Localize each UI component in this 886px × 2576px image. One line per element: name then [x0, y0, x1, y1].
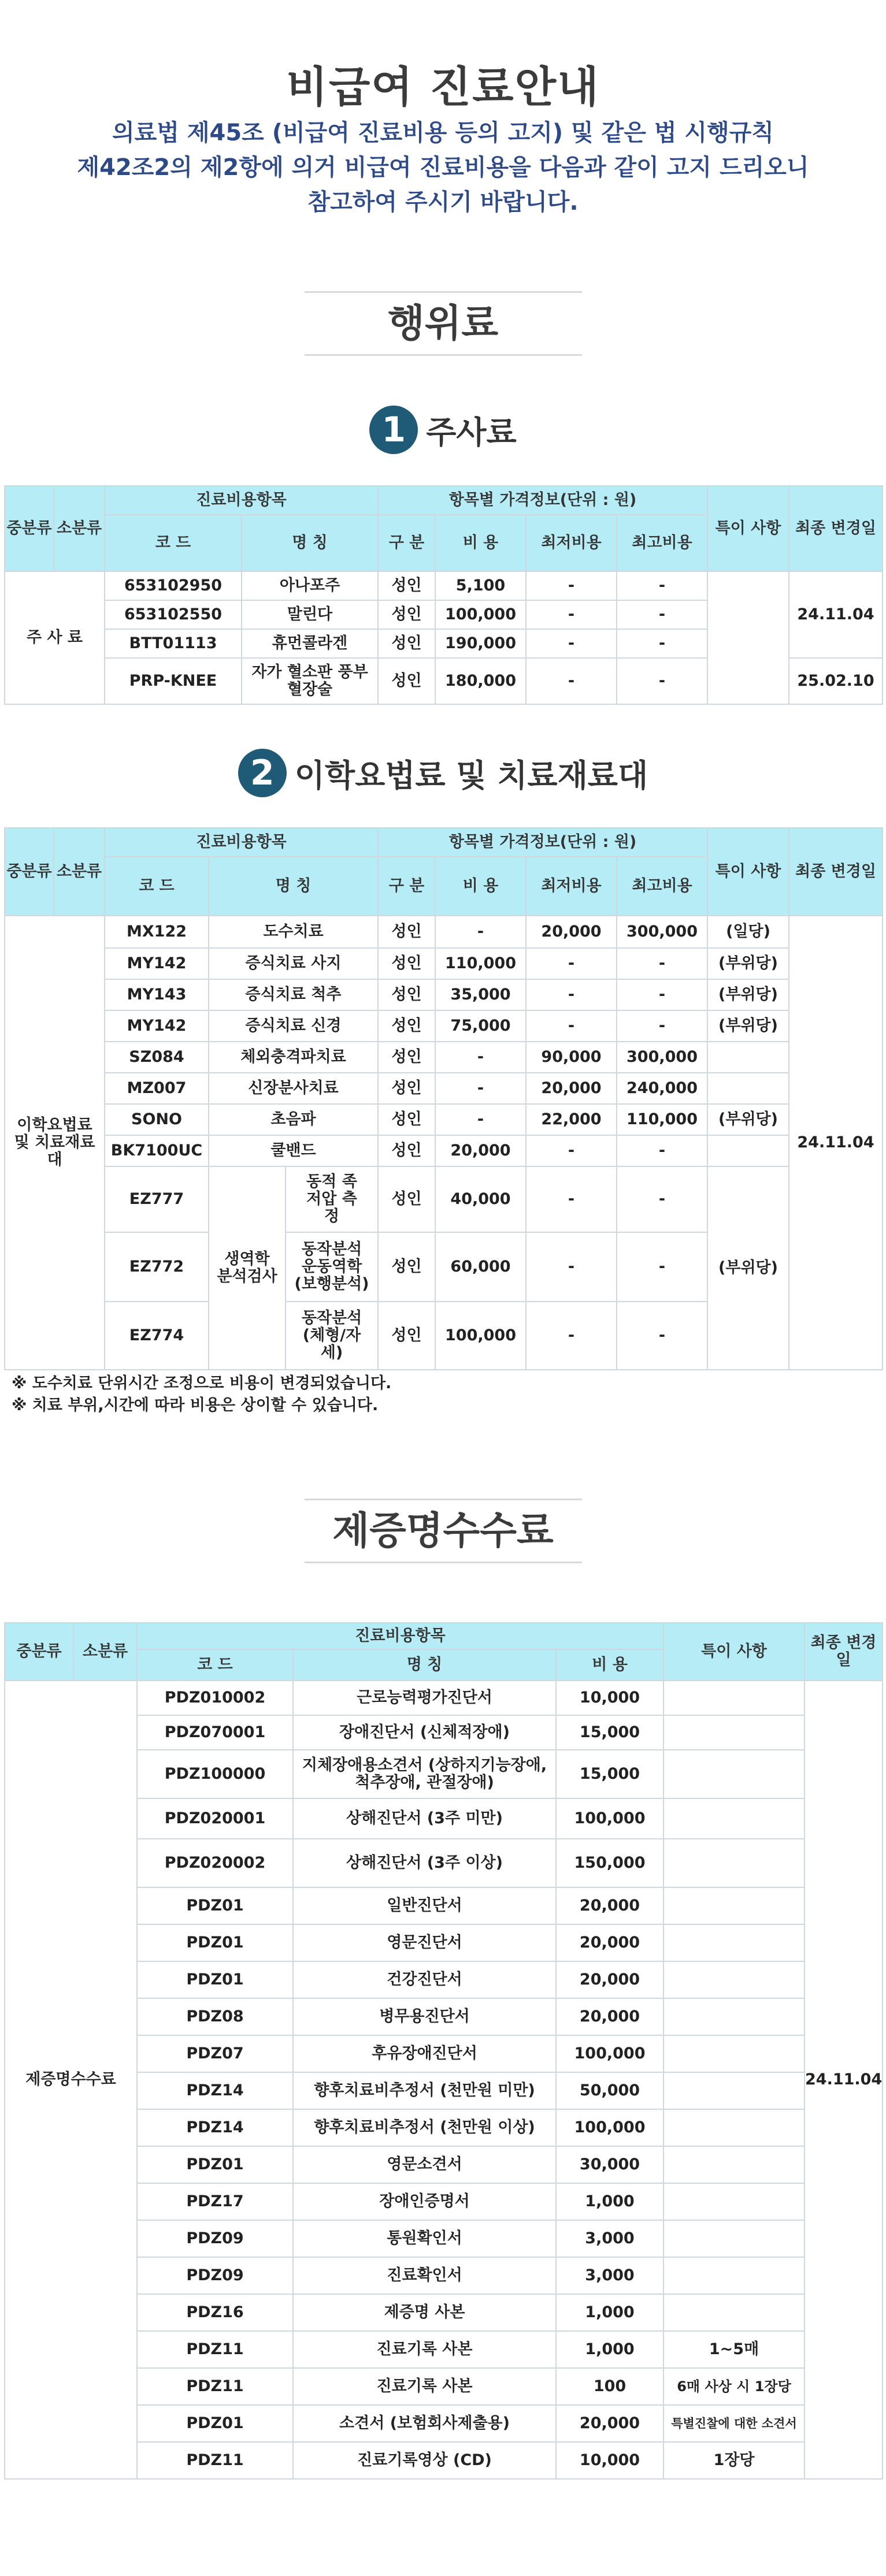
- cost-cell: 40,000: [435, 1166, 526, 1232]
- header-code: 코 드: [105, 515, 242, 571]
- name-cell: 쿨밴드: [209, 1135, 378, 1166]
- note-cell: [663, 2109, 805, 2146]
- max-cell: -: [617, 1135, 707, 1166]
- type-cell: 성인: [378, 1104, 435, 1135]
- cost-cell: 110,000: [435, 948, 526, 979]
- code-cell: PDZ01: [137, 1924, 293, 1961]
- type-cell: 성인: [378, 600, 435, 629]
- code-cell: BTT01113: [105, 629, 242, 658]
- note-cell: [663, 2072, 805, 2109]
- name-cell: 체외충격파치료: [209, 1042, 378, 1073]
- header-type: 구 분: [378, 857, 435, 916]
- note-line: ※ 도수치료 단위시간 조정으로 비용이 변경되었습니다.: [12, 1374, 392, 1392]
- header-name: 명 칭: [293, 1649, 556, 1681]
- code-cell: PDZ11: [137, 2331, 293, 2368]
- header-small-category: 소분류: [54, 486, 105, 571]
- name-cell: 자가 혈소판 풍부 혈장술: [242, 658, 378, 704]
- name-cell: 영문진단서: [293, 1924, 556, 1961]
- type-cell: 성인: [378, 1232, 435, 1302]
- header-mid-category: 중분류: [5, 828, 54, 916]
- name-cell: 영문소견서: [293, 2146, 556, 2183]
- header-price-info: 항목별 가격정보(단위 : 원): [378, 486, 707, 515]
- name-cell: 장애인증명서: [293, 2183, 556, 2220]
- cost-cell: 60,000: [435, 1232, 526, 1302]
- name-cell: 증식치료 신경: [209, 1010, 378, 1042]
- certificate-fee-table: [4, 1622, 883, 2480]
- header-items: 진료비용항목: [105, 828, 378, 857]
- updated-cell: 24.11.04: [789, 916, 883, 1370]
- name-cell: 말린다: [242, 600, 378, 629]
- cost-cell: 20,000: [556, 2405, 663, 2442]
- cost-cell: 30,000: [556, 2146, 663, 2183]
- name-cell: 도수치료: [209, 916, 378, 948]
- cost-cell: 35,000: [435, 979, 526, 1010]
- note-cell: (부위당): [707, 948, 789, 979]
- name-cell: 아나포주: [242, 571, 378, 600]
- code-cell: PDZ11: [137, 2368, 293, 2405]
- cost-cell: 100,000: [435, 600, 526, 629]
- note-cell: [707, 1042, 789, 1073]
- name-cell: 동작분석 (체형/자세): [286, 1302, 378, 1370]
- min-cell: -: [526, 629, 617, 658]
- type-cell: 성인: [378, 629, 435, 658]
- name-cell: 진료확인서: [293, 2257, 556, 2294]
- max-cell: -: [617, 979, 707, 1010]
- code-cell: MY143: [105, 979, 209, 1010]
- cost-cell: 20,000: [435, 1135, 526, 1166]
- min-cell: -: [526, 658, 617, 704]
- cost-cell: -: [435, 1104, 526, 1135]
- code-cell: PDZ010002: [137, 1681, 293, 1715]
- type-cell: 성인: [378, 1073, 435, 1104]
- code-cell: PRP-KNEE: [105, 658, 242, 704]
- note-line: ※ 치료 부위,시간에 따라 비용은 상이할 수 있습니다.: [12, 1396, 379, 1414]
- cost-cell: 10,000: [556, 2442, 663, 2479]
- cost-cell: 100: [556, 2368, 663, 2405]
- cost-cell: 180,000: [435, 658, 526, 704]
- header-cost: 비 용: [435, 515, 526, 571]
- name-cell: 병무용진단서: [293, 1998, 556, 2035]
- cost-cell: 15,000: [556, 1750, 663, 1798]
- cost-cell: 3,000: [556, 2257, 663, 2294]
- name-cell: 제증명 사본: [293, 2294, 556, 2331]
- table-row: [5, 1073, 883, 1104]
- max-cell: -: [617, 571, 707, 600]
- note-cell: [663, 1750, 805, 1798]
- table-row: [5, 571, 883, 600]
- header-max: 최고비용: [617, 857, 707, 916]
- header-note: 특이 사항: [663, 1623, 805, 1681]
- note-cell: 1~5매: [663, 2331, 805, 2368]
- cost-cell: 150,000: [556, 1839, 663, 1887]
- type-cell: 성인: [378, 979, 435, 1010]
- table-row: [5, 948, 883, 979]
- type-cell: 성인: [378, 571, 435, 600]
- code-cell: EZ774: [105, 1302, 209, 1370]
- cost-cell: 75,000: [435, 1010, 526, 1042]
- name-cell: 후유장애진단서: [293, 2035, 556, 2072]
- name-cell: 소견서 (보험회사제출용): [293, 2405, 556, 2442]
- notes: [12, 1373, 886, 1417]
- category-cell: 주 사 료: [5, 571, 105, 704]
- min-cell: -: [526, 600, 617, 629]
- note-cell: [663, 1798, 805, 1839]
- note-cell: [707, 1135, 789, 1166]
- name-cell: 증식치료 사지: [209, 948, 378, 979]
- max-cell: 110,000: [617, 1104, 707, 1135]
- note-cell: [663, 1998, 805, 2035]
- header-mid-category: 중분류: [5, 486, 54, 571]
- code-cell: 653102550: [105, 600, 242, 629]
- code-cell: 653102950: [105, 571, 242, 600]
- table-row: [5, 1042, 883, 1073]
- code-cell: MY142: [105, 1010, 209, 1042]
- code-cell: BK7100UC: [105, 1135, 209, 1166]
- updated-cell: 25.02.10: [789, 658, 883, 704]
- cost-cell: 5,100: [435, 571, 526, 600]
- note-cell: [663, 2146, 805, 2183]
- note-cell: [663, 2220, 805, 2257]
- min-cell: 20,000: [526, 1073, 617, 1104]
- cost-cell: 15,000: [556, 1715, 663, 1750]
- header-small-category: 소분류: [73, 1623, 137, 1681]
- code-cell: EZ772: [105, 1232, 209, 1302]
- name-cell: 상해진단서 (3주 이상): [293, 1839, 556, 1887]
- number-two-icon: 2: [238, 749, 287, 797]
- cost-cell: 20,000: [556, 1924, 663, 1961]
- header-type: 구 분: [378, 515, 435, 571]
- name-cell: 동작분석 운동역학 (보행분석): [286, 1232, 378, 1302]
- note-cell: 1장당: [663, 2442, 805, 2479]
- note-cell: 특별진찰에 대한 소견서: [663, 2405, 805, 2442]
- type-cell: 성인: [378, 1302, 435, 1370]
- type-cell: 성인: [378, 1010, 435, 1042]
- note-cell: [663, 1839, 805, 1887]
- header-code: 코 드: [105, 857, 209, 916]
- category-cell: 이학요법료 및 치료재료대: [5, 916, 105, 1370]
- code-cell: PDZ07: [137, 2035, 293, 2072]
- section-title-procedure: 행위료: [305, 291, 582, 356]
- code-cell: PDZ020001: [137, 1798, 293, 1839]
- code-cell: PDZ14: [137, 2072, 293, 2109]
- cost-cell: -: [435, 1042, 526, 1073]
- note-cell: (부위당): [707, 1104, 789, 1135]
- code-cell: PDZ11: [137, 2442, 293, 2479]
- header-updated: 최종 변경일: [789, 828, 883, 916]
- cost-cell: 100,000: [556, 2035, 663, 2072]
- type-cell: 성인: [378, 658, 435, 704]
- name-cell: 통원확인서: [293, 2220, 556, 2257]
- cost-cell: 1,000: [556, 2331, 663, 2368]
- cost-cell: -: [435, 916, 526, 948]
- intro-line: 참고하여 주시기 바랍니다.: [307, 189, 579, 215]
- note-cell: [663, 1715, 805, 1750]
- name-cell: 건강진단서: [293, 1961, 556, 1998]
- code-cell: PDZ14: [137, 2109, 293, 2146]
- bio-group-cell: 생역학 분석검사: [209, 1166, 286, 1370]
- cost-cell: 190,000: [435, 629, 526, 658]
- max-cell: -: [617, 948, 707, 979]
- subsection-physio-title: [0, 743, 886, 803]
- header-note: 특이 사항: [707, 486, 789, 571]
- min-cell: -: [526, 571, 617, 600]
- header-cost: 비 용: [435, 857, 526, 916]
- subsection-label: 주사료: [426, 414, 517, 451]
- header-items: 진료비용항목: [105, 486, 378, 515]
- max-cell: 300,000: [617, 1042, 707, 1073]
- intro-text: [0, 116, 886, 266]
- note-cell: (부위당): [707, 1010, 789, 1042]
- max-cell: -: [617, 1166, 707, 1232]
- note-cell: [707, 1073, 789, 1104]
- injection-fee-table: [4, 485, 883, 705]
- code-cell: PDZ09: [137, 2257, 293, 2294]
- cost-cell: 20,000: [556, 1961, 663, 1998]
- cost-cell: 1,000: [556, 2183, 663, 2220]
- note-cell: (부위당): [707, 1166, 789, 1370]
- header-price-info: 항목별 가격정보(단위 : 원): [378, 828, 707, 857]
- max-cell: -: [617, 658, 707, 704]
- note-cell: [663, 2257, 805, 2294]
- note-cell: 6매 사상 시 1장당: [663, 2368, 805, 2405]
- code-cell: MY142: [105, 948, 209, 979]
- header-cost: 비 용: [556, 1649, 663, 1681]
- subsection-label: 이학요법료 및 치료재료대: [294, 757, 648, 794]
- header-mid-category: 중분류: [5, 1623, 73, 1681]
- name-cell: 진료기록 사본: [293, 2368, 556, 2405]
- name-cell: 동적 족저압 측정: [286, 1166, 378, 1232]
- name-cell: 진료기록 사본: [293, 2331, 556, 2368]
- min-cell: -: [526, 1166, 617, 1232]
- min-cell: 90,000: [526, 1042, 617, 1073]
- type-cell: 성인: [378, 948, 435, 979]
- header-name: 명 칭: [242, 515, 378, 571]
- table-row: [5, 916, 883, 948]
- code-cell: PDZ070001: [137, 1715, 293, 1750]
- code-cell: PDZ020002: [137, 1839, 293, 1887]
- note-cell: [663, 1887, 805, 1924]
- code-cell: SONO: [105, 1104, 209, 1135]
- cost-cell: 10,000: [556, 1681, 663, 1715]
- header-max: 최고비용: [617, 515, 707, 571]
- cost-cell: 100,000: [556, 1798, 663, 1839]
- cost-cell: 1,000: [556, 2294, 663, 2331]
- note-cell: [707, 571, 789, 704]
- note-cell: [663, 1924, 805, 1961]
- section-title-certificate: 제증명수수료: [305, 1499, 582, 1563]
- note-cell: [663, 1961, 805, 1998]
- type-cell: 성인: [378, 1042, 435, 1073]
- updated-cell: 24.11.04: [789, 571, 883, 658]
- cost-cell: 20,000: [556, 1887, 663, 1924]
- code-cell: MZ007: [105, 1073, 209, 1104]
- cost-cell: 3,000: [556, 2220, 663, 2257]
- min-cell: -: [526, 1135, 617, 1166]
- cost-cell: 50,000: [556, 2072, 663, 2109]
- min-cell: -: [526, 1302, 617, 1370]
- updated-cell: 24.11.04: [805, 1681, 883, 2479]
- max-cell: 240,000: [617, 1073, 707, 1104]
- table-row: [5, 1135, 883, 1166]
- page-title: 비급여 진료안내: [286, 62, 600, 112]
- header-items: 진료비용항목: [137, 1623, 663, 1649]
- cost-cell: 100,000: [435, 1302, 526, 1370]
- code-cell: PDZ01: [137, 2405, 293, 2442]
- intro-line: 의료법 제45조 (비급여 진료비용 등의 고지) 및 같은 법 시행규칙: [112, 120, 774, 146]
- intro-line: 제42조2의 제2항에 의거 비급여 진료비용을 다음과 같이 고지 드리오니: [77, 154, 809, 181]
- min-cell: -: [526, 948, 617, 979]
- name-cell: 신장분사치료: [209, 1073, 378, 1104]
- min-cell: 20,000: [526, 916, 617, 948]
- name-cell: 지체장애용소견서 (상하지기능장애, 척추장애, 관절장애): [293, 1750, 556, 1798]
- code-cell: SZ084: [105, 1042, 209, 1073]
- max-cell: -: [617, 1010, 707, 1042]
- cost-cell: 100,000: [556, 2109, 663, 2146]
- name-cell: 초음파: [209, 1104, 378, 1135]
- header-min: 최저비용: [526, 515, 617, 571]
- min-cell: -: [526, 1010, 617, 1042]
- category-cell: 제증명수수료: [5, 1681, 137, 2479]
- name-cell: 진료기록영상 (CD): [293, 2442, 556, 2479]
- type-cell: 성인: [378, 1135, 435, 1166]
- name-cell: 증식치료 척추: [209, 979, 378, 1010]
- max-cell: 300,000: [617, 916, 707, 948]
- header-note: 특이 사항: [707, 828, 789, 916]
- type-cell: 성인: [378, 916, 435, 948]
- code-cell: PDZ01: [137, 1887, 293, 1924]
- code-cell: PDZ01: [137, 1961, 293, 1998]
- name-cell: 상해진단서 (3주 미만): [293, 1798, 556, 1839]
- cost-cell: -: [435, 1073, 526, 1104]
- note-cell: (부위당): [707, 979, 789, 1010]
- table-row: [5, 1166, 883, 1232]
- min-cell: 22,000: [526, 1104, 617, 1135]
- type-cell: 성인: [378, 1166, 435, 1232]
- note-cell: (일당): [707, 916, 789, 948]
- max-cell: -: [617, 600, 707, 629]
- code-cell: PDZ17: [137, 2183, 293, 2220]
- min-cell: -: [526, 1232, 617, 1302]
- physio-table: [4, 827, 883, 1370]
- max-cell: -: [617, 629, 707, 658]
- code-cell: EZ777: [105, 1166, 209, 1232]
- code-cell: PDZ09: [137, 2220, 293, 2257]
- header-updated: 최종 변경일: [789, 486, 883, 571]
- name-cell: 휴먼콜라겐: [242, 629, 378, 658]
- note-cell: [663, 2294, 805, 2331]
- max-cell: -: [617, 1232, 707, 1302]
- name-cell: 일반진단서: [293, 1887, 556, 1924]
- min-cell: -: [526, 979, 617, 1010]
- header-name: 명 칭: [209, 857, 378, 916]
- note-cell: [663, 1681, 805, 1715]
- subsection-injection-title: [0, 356, 886, 460]
- max-cell: -: [617, 1302, 707, 1370]
- header-updated: 최종 변경일: [805, 1623, 883, 1681]
- header-small-category: 소분류: [54, 828, 105, 916]
- number-one-icon: 1: [369, 406, 418, 454]
- header-code: 코 드: [137, 1649, 293, 1681]
- name-cell: 향후치료비추정서 (천만원 이상): [293, 2109, 556, 2146]
- code-cell: PDZ16: [137, 2294, 293, 2331]
- name-cell: 근로능력평가진단서: [293, 1681, 556, 1715]
- code-cell: PDZ08: [137, 1998, 293, 2035]
- code-cell: PDZ01: [137, 2146, 293, 2183]
- table-row: [5, 1010, 883, 1042]
- code-cell: MX122: [105, 916, 209, 948]
- note-cell: [663, 2035, 805, 2072]
- table-row: [5, 1681, 883, 1715]
- code-cell: PDZ100000: [137, 1750, 293, 1798]
- table-row: [5, 1104, 883, 1135]
- name-cell: 장애진단서 (신체적장애): [293, 1715, 556, 1750]
- cost-cell: 20,000: [556, 1998, 663, 2035]
- header-min: 최저비용: [526, 857, 617, 916]
- name-cell: 향후치료비추정서 (천만원 미만): [293, 2072, 556, 2109]
- note-cell: [663, 2183, 805, 2220]
- table-row: [5, 979, 883, 1010]
